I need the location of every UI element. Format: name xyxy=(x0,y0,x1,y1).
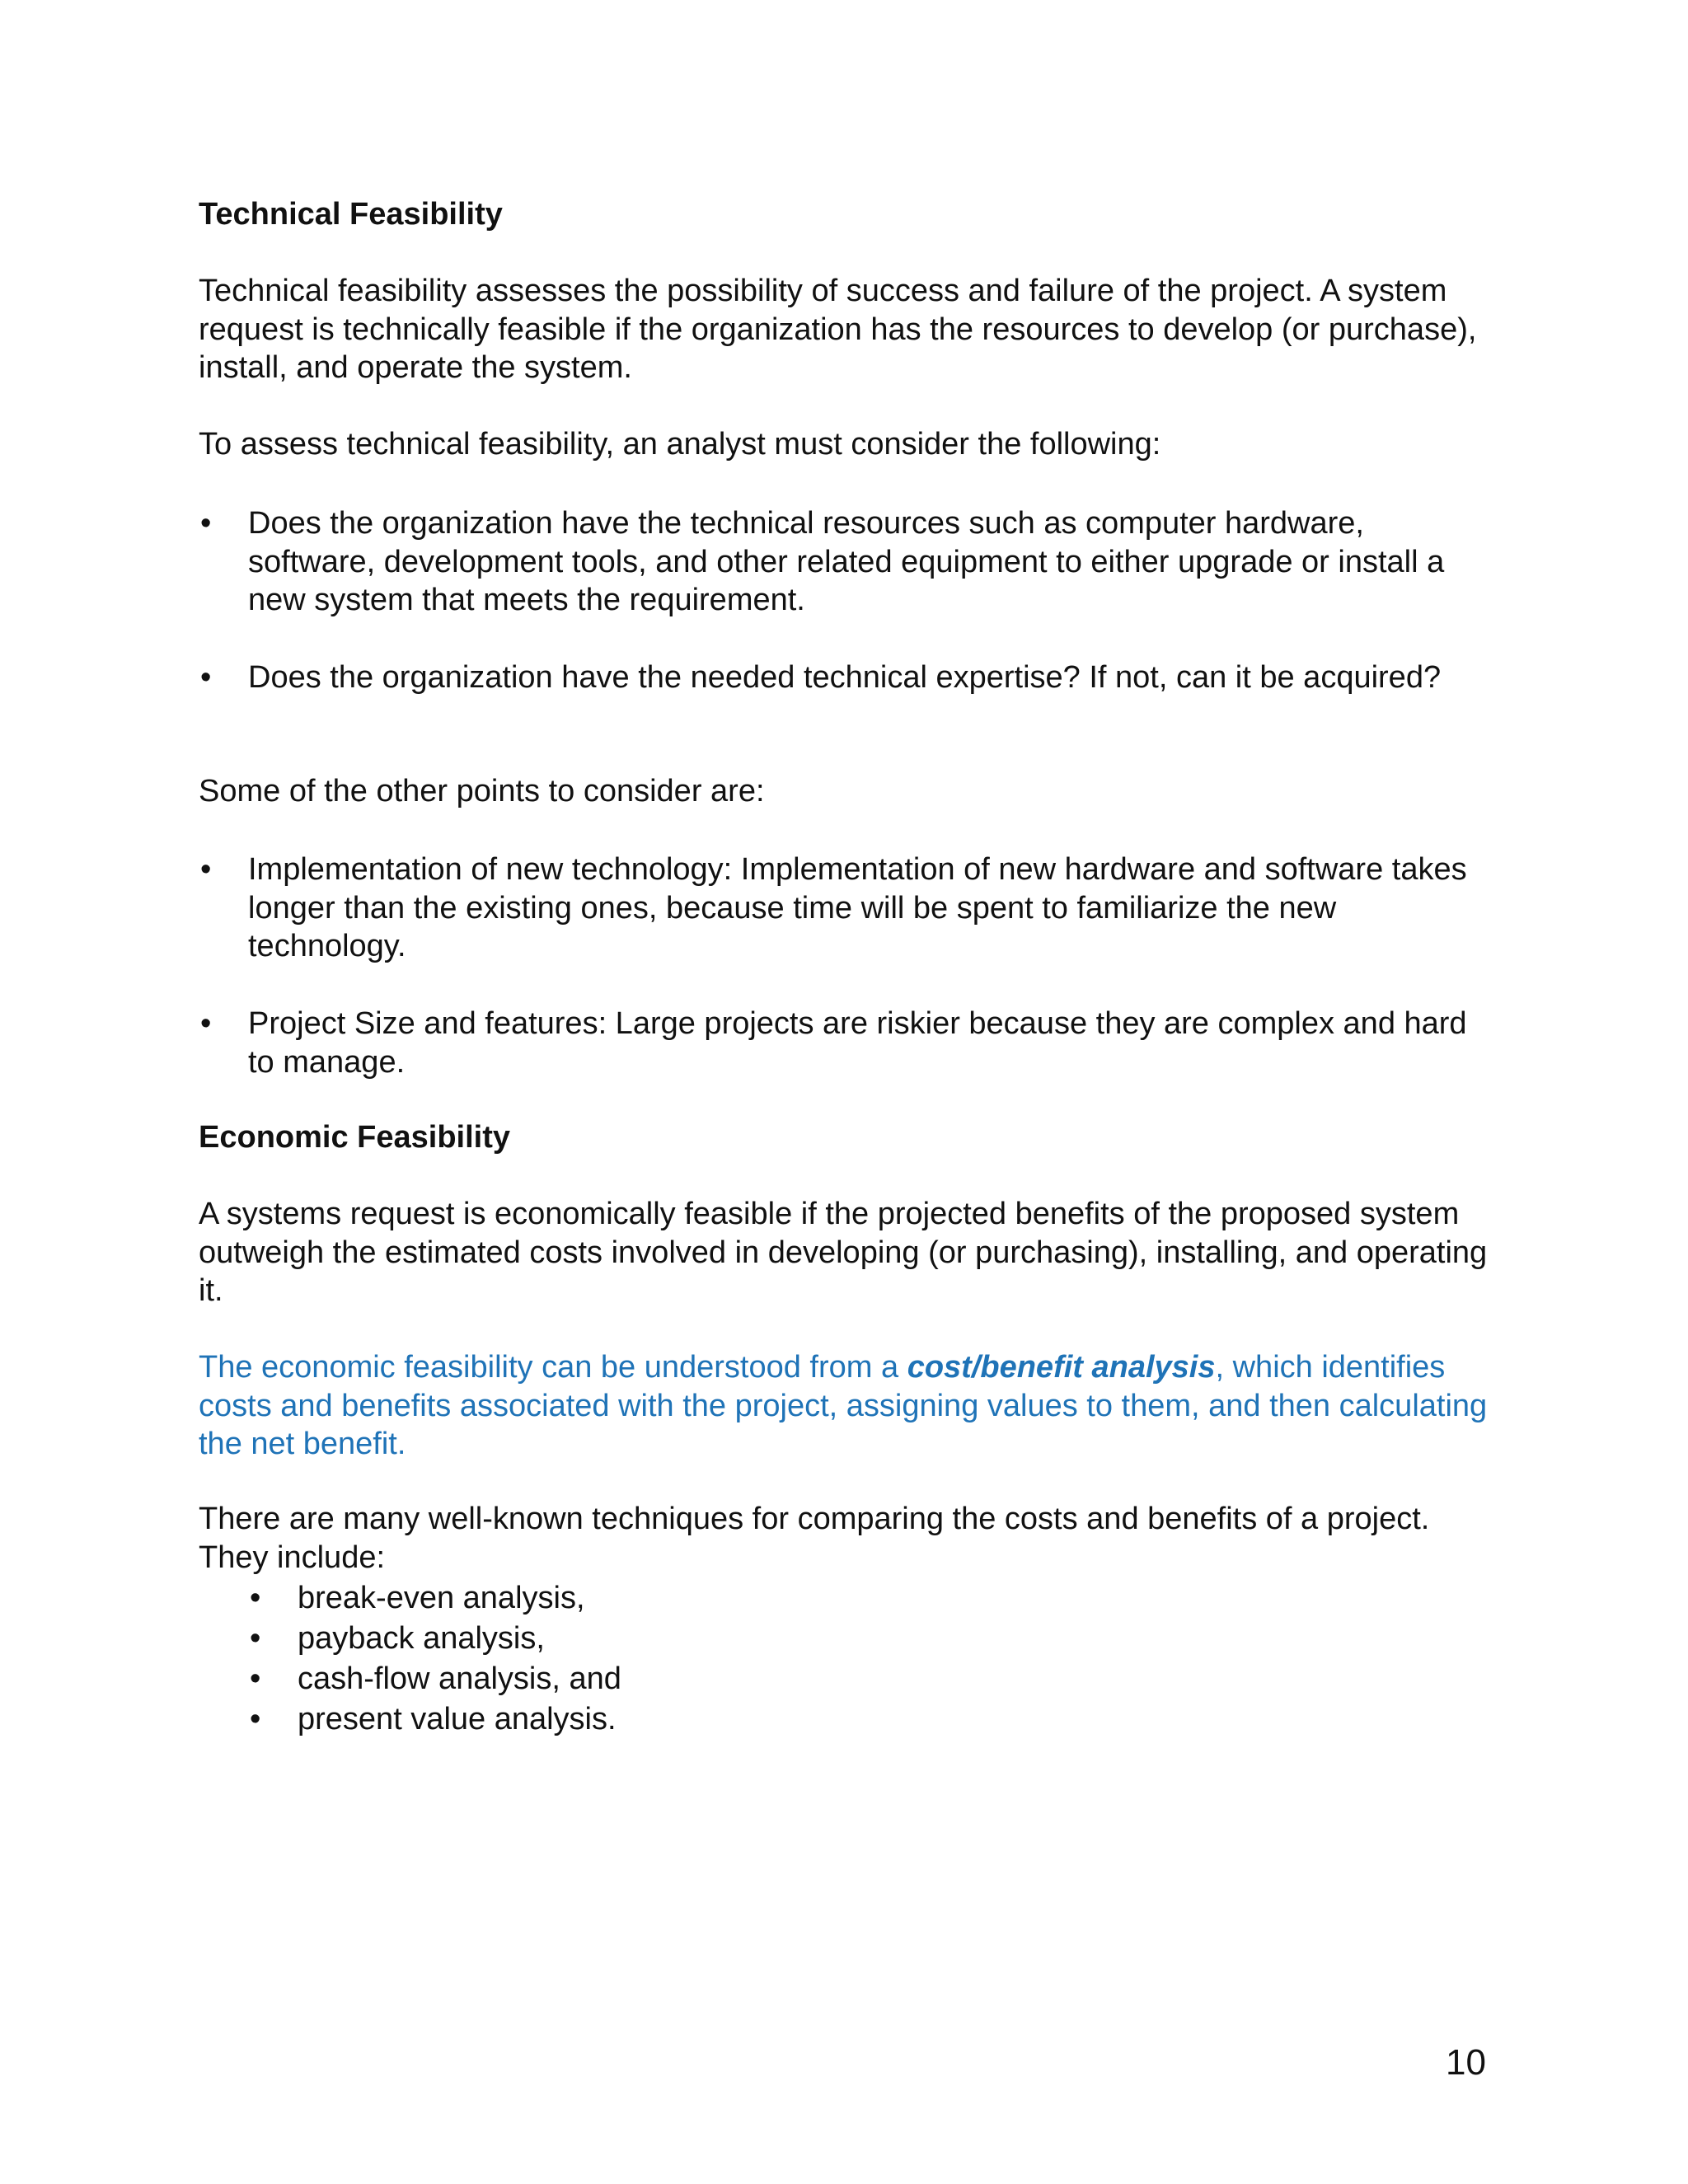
bullet-icon: • xyxy=(250,1581,261,1615)
bullet-icon: • xyxy=(200,506,212,541)
technical-feasibility-heading: Technical Feasibility xyxy=(199,197,503,232)
cost-benefit-text-after: , which identifies costs and benefits associated with the project, assigning values to them, and then calculating the net benefit. xyxy=(199,1350,1488,1461)
list-item-text: present value analysis. xyxy=(298,1702,617,1736)
cost-benefit-emphasis: cost/benefit analysis xyxy=(907,1350,1216,1385)
bullet-icon: • xyxy=(200,660,212,695)
page-number: 10 xyxy=(1446,2042,1486,2083)
list-item-text: cash-flow analysis, and xyxy=(298,1661,621,1696)
bullet-icon: • xyxy=(250,1661,261,1696)
list-item-text: Does the organization have the needed technical expertise? If not, can it be acquired? xyxy=(248,660,1442,695)
technical-paragraph-1: Technical feasibility assesses the possibility of success and failure of the project. A system request is technically feasible if the organization has the resources to develop (or purchase), install, and operate the system. xyxy=(199,274,1477,385)
list-item-text: Project Size and features: Large projects are riskier because they are complex and hard to manage. xyxy=(248,1006,1467,1080)
list-item-text: Implementation of new technology: Implementation of new hardware and software takes longer than the existing ones, because time will be spent to familiarize the new technology. xyxy=(248,852,1467,963)
economic-feasibility-heading: Economic Feasibility xyxy=(199,1120,510,1155)
list-item-text: payback analysis, xyxy=(298,1621,545,1656)
list-item-text: break-even analysis, xyxy=(298,1581,585,1615)
bullet-icon: • xyxy=(250,1702,261,1736)
technical-paragraph-2: To assess technical feasibility, an analyst must consider the following: xyxy=(199,427,1161,462)
bullet-icon: • xyxy=(200,1006,212,1041)
list-item-text: Does the organization have the technical resources such as computer hardware, software, development tools, and other related equipment to either upgrade or install a new system that meets the requirement. xyxy=(248,506,1445,617)
bullet-icon: • xyxy=(250,1621,261,1656)
cost-benefit-text-before: The economic feasibility can be understood from a xyxy=(199,1350,907,1385)
economic-paragraph-1: A systems request is economically feasible if the projected benefits of the proposed system outweigh the estimated costs involved in developing (or purchasing), installing, and operating it. xyxy=(199,1197,1488,1308)
technical-paragraph-3: Some of the other points to consider are: xyxy=(199,774,765,808)
cost-benefit-paragraph xyxy=(199,1348,1493,1464)
economic-paragraph-3: There are many well-known techniques for comparing the costs and benefits of a project. They include: xyxy=(199,1502,1430,1575)
bullet-icon: • xyxy=(200,852,212,887)
